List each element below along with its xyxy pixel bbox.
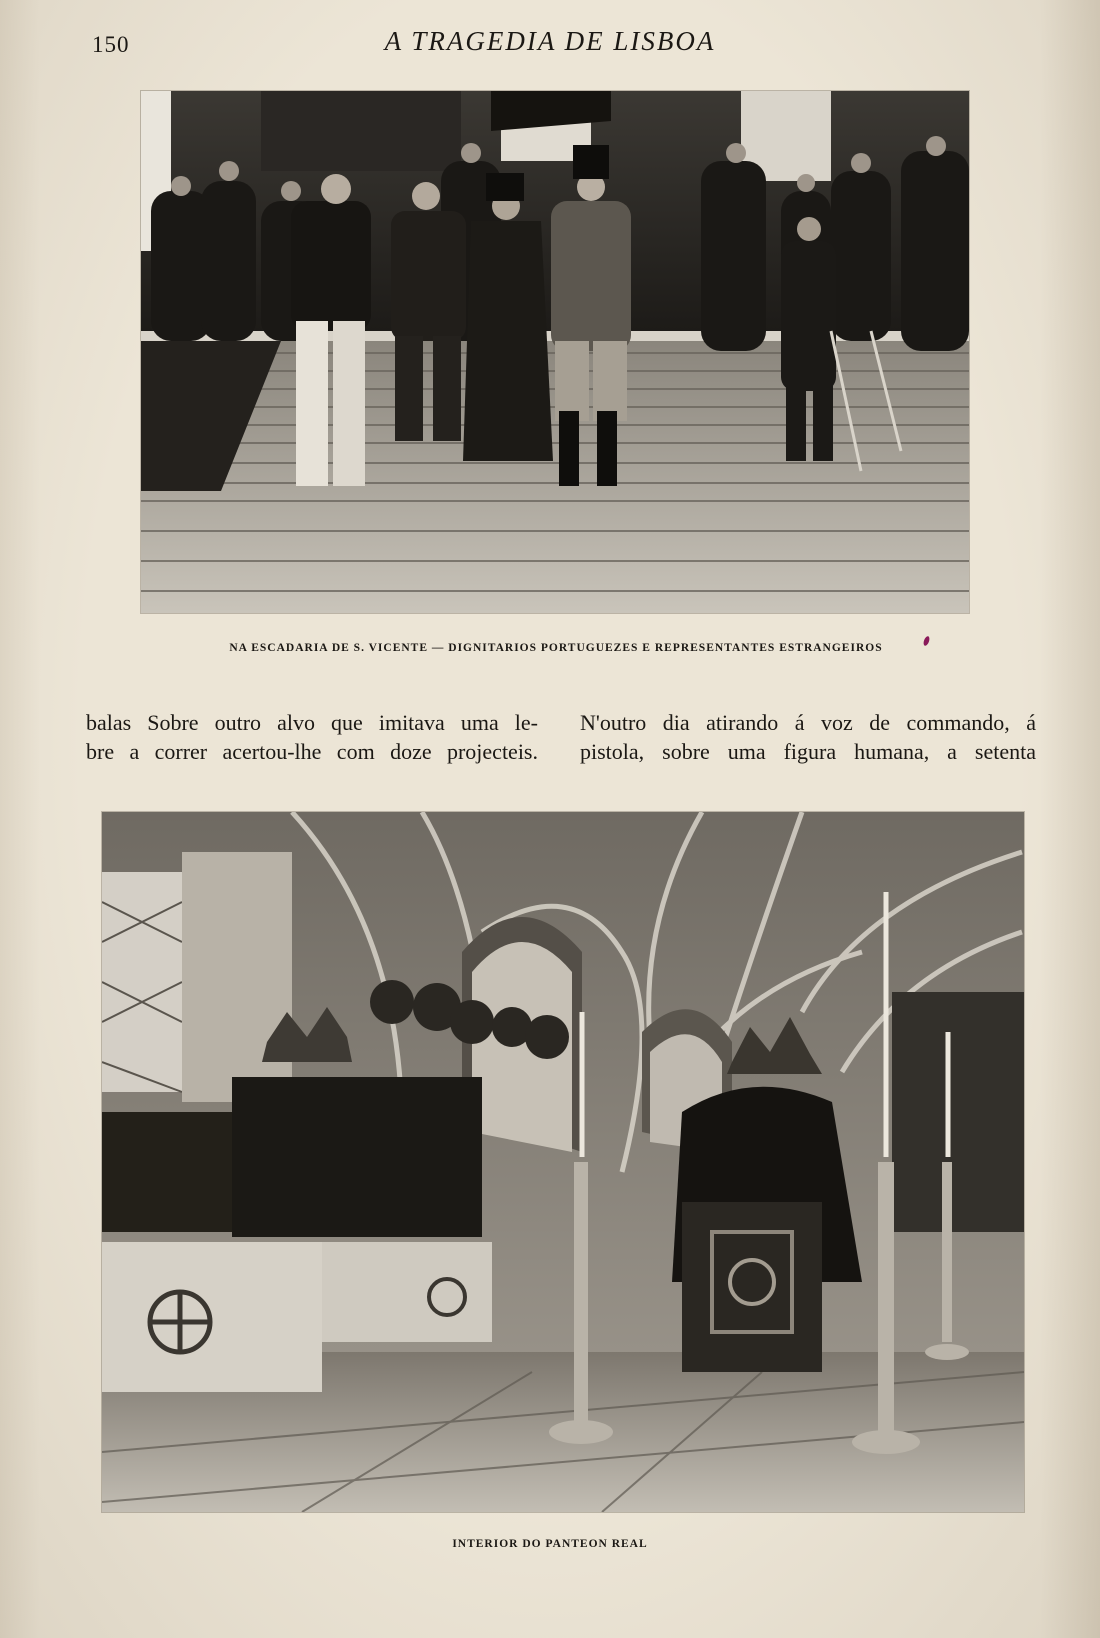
text-column-right [580, 708, 1036, 766]
text-column-left [86, 708, 538, 766]
text-line: bre a correr acertou-lhe com doze projecteis. [86, 739, 538, 764]
photo-stairway-dignitaries [141, 91, 969, 613]
stairway-photo-image [141, 91, 969, 613]
page-number: 150 [92, 32, 130, 57]
pantheon-photo-caption: INTERIOR DO PANTEON REAL [452, 1538, 648, 1550]
running-title: A TRAGEDIA DE LISBOA [384, 26, 716, 56]
text-line: balas Sobre outro alvo que imitava uma le- [86, 710, 538, 735]
pantheon-photo-image [102, 812, 1024, 1512]
text-line: N'outro dia atirando á voz de commando, á [580, 710, 1036, 735]
stairway-photo-caption: NA ESCADARIA DE S. VICENTE — DIGNITARIOS PORTUGUEZES E REPRESENTANTES ESTRANGEIROS [229, 642, 883, 654]
text-line: pistola, sobre uma figura humana, a setenta [580, 739, 1036, 764]
photo-royal-pantheon-interior [102, 812, 1024, 1512]
